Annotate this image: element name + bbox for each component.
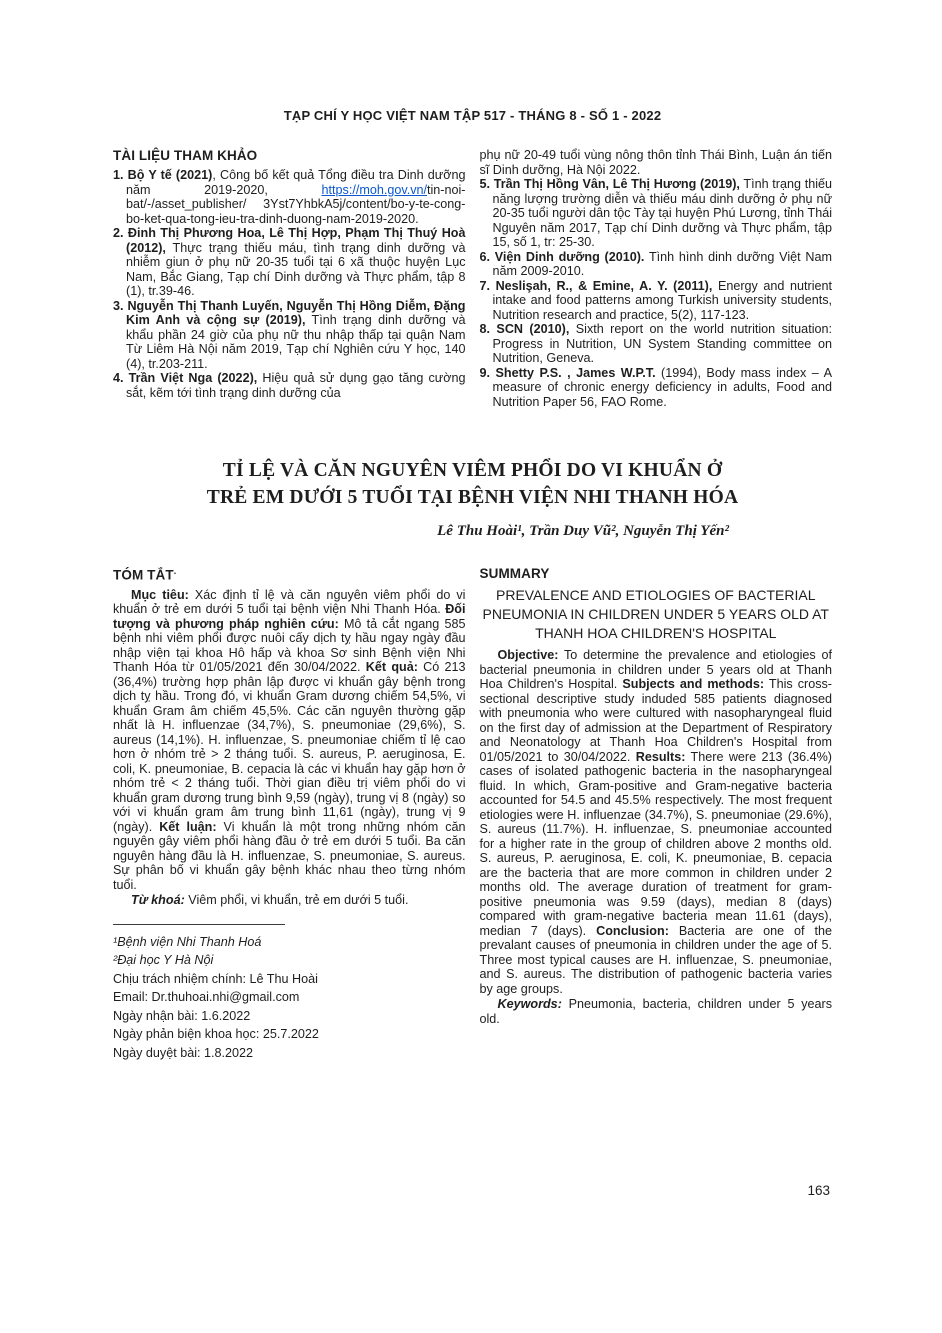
reference-item: [480, 250, 833, 279]
summary-label: Results:: [635, 749, 686, 764]
summary-text: This cross-sectional descriptive study induded 585 patients diagnosed with pneumonia who were cultured with nasopharyngeal fluid on the first day of admission at the Department of Respiratory and Neonatology at Thanh Hoa Children's Hospital from 01/05/2021 to 30/04/2022.: [479, 677, 832, 764]
summary-keywords: [480, 997, 833, 1026]
article-body: [113, 566, 832, 1062]
reference-text: tin-noi-bat/-/asset_publisher/ 3Yst7YhbkA5j/content/bo-y-te-cong-bo-ket-qua-tong-ieu-tra-dinh-duong-nam-2019-2020.: [126, 182, 466, 226]
summary-column: [480, 566, 833, 1062]
reference-lead: 3. Nguyễn Thị Thanh Luyến, Nguyễn Thị Hồng Diễm, Đặng Kim Anh và cộng sự (2019),: [113, 298, 466, 327]
reference-text: Thực trạng thiếu máu, tình trạng dinh dưỡng và nhiễm giun ở phụ nữ 20-35 tuổi tại 6 xã thuộc huyện Lục Nam, Bắc Giang, Tạp chí Dinh dưỡng và Thực phẩm, tập 8 (1), tr.39-46.: [126, 240, 466, 298]
reference-item: [480, 177, 833, 250]
footnote-block: [113, 924, 466, 1063]
summary-text: Bacteria are one of the prevalant causes of pneumonia in children under the age of 5. Three most typical causes are H. influenzae, S. pneumoniae, and S. aureus. The distribution of pathogenic bacteria varies by age groups.: [479, 923, 833, 996]
footnote-line: Chịu trách nhiệm chính: Lê Thu Hoài: [113, 971, 318, 986]
reference-text: Hiệu quả sử dụng gạo tăng cường sắt, kẽm tới tình trạng dinh dưỡng của: [126, 371, 466, 400]
summary-english-title: PREVALENCE AND ETIOLOGIES OF BACTERIAL PNEUMONIA IN CHILDREN UNDER 5 YEARS OLD AT THANH HOA CHILDREN'S HOSPITAL: [482, 587, 829, 641]
reference-lead: 4. Trần Việt Nga (2022),: [113, 371, 258, 385]
reference-continuation: phụ nữ 20-49 tuổi vùng nông thôn tỉnh Thái Bình, Luận án tiến sĩ Dinh dưỡng, Hà Nội 2022.: [479, 148, 832, 177]
article-title: [113, 457, 832, 511]
abstract-text: Xác định tỉ lệ và căn nguyên viêm phổi do vi khuẩn ở trẻ em dưới 5 tuổi tại bệnh viện Nhi Thanh Hóa.: [113, 587, 466, 616]
abstract-text: Mô tả cắt ngang 585 bệnh nhi viêm phổi được nuôi cấy dịch tỵ hầu ngay ngày đầu nhập viện tại khoa Hô hấp và khoa Sơ sinh Bệnh viện Nhi Thanh Hóa từ 01/05/2021 đến 30/04/2022.: [113, 616, 466, 674]
page-number: 163: [807, 1183, 830, 1198]
reference-lead: 8. SCN (2010),: [479, 322, 570, 336]
summary-label: Conclusion:: [596, 923, 669, 938]
abstract-label: Kết luận:: [159, 819, 217, 834]
reference-item: [480, 366, 833, 410]
journal-header-line: TẠP CHÍ Y HỌC VIỆT NAM TẬP 517 - THÁNG 8 - SỐ 1 - 2022: [283, 108, 662, 123]
reference-text: (1994), Body mass index – A measure of chronic energy deficiency in adults, Food and Nutrition Paper 56, FAO Rome.: [492, 365, 832, 409]
footnote-line: Ngày nhận bài: 1.6.2022: [113, 1008, 251, 1023]
reference-lead: 6. Viện Dinh dưỡng (2010).: [479, 249, 645, 264]
footnote-line-email: Email: Dr.thuhoai.nhi@gmail.com: [113, 990, 300, 1004]
summary-text: To determine the prevalence and etiologies of bacterial pneumonia in children under 5 years old at Thanh Hoa Children's Hospital.: [479, 648, 832, 691]
keywords-text: Viêm phổi, vi khuẩn, trẻ em dưới 5 tuổi.: [184, 893, 409, 907]
references-section: [113, 148, 832, 409]
reference-item: [113, 168, 466, 226]
reference-text: Energy and nutrient intake and food patterns among Turkish university students, Nutrition research and practice, 5(2), 117-123.: [492, 278, 832, 322]
article-title-block: [113, 457, 832, 540]
abstract-text: Có 213 (36,4%) trường hợp phân lập được vi khuẩn gây bệnh trong dịch tỵ hầu. Trong đó, vi khuẩn Gram dương chiếm 54,5%, vi khuẩn Gram âm chiếm 45,5%. Các căn nguyên thường gặp nhất là H. influenzae (34,7%), S. pneumoniae (29,6%), S. aureus (14,1%). H. influenzae, S. pneumoniae chiếm tỉ lệ cao hơn ở nhóm trẻ > 2 tháng tuổi. S. aureus, P. aeruginosa, E. coli, K. pneumoniae, B. cepacia là các vi khuẩn hay gặp hơn ở nhóm trẻ < 2 tháng tuổi. Thời gian điều trị viêm phổi do vi khuẩn gram dương trung bình 9,59 (ngày), trung vị 8 (ngày) so với vi khuẩn gram âm trung bình 11,61 (ngày), trung vị 9 (ngày).: [113, 660, 466, 834]
reference-lead: 5. Trần Thị Hồng Vân, Lê Thị Hương (2019),: [479, 177, 740, 191]
reference-text: Tình trạng dinh dưỡng và khẩu phần 24 giờ của phụ nữ thu nhập thấp tại quận Nam Từ Liêm Hà Nội năm 2019, Tạp chí Nghiên cứu Y học, 140 (4), tr.203-211.: [126, 313, 466, 371]
keywords-label: Keywords:: [497, 997, 562, 1011]
footnote-line: Ngày duyệt bài: 1.8.2022: [113, 1045, 254, 1060]
abstract-label: Kết quả:: [365, 660, 418, 674]
reference-link[interactable]: https://moh.gov.vn/: [321, 182, 427, 197]
summary-heading: SUMMARY: [479, 566, 550, 581]
reference-text: Tình hình dinh dưỡng Việt Nam năm 2009-2010.: [492, 249, 832, 278]
abstract-heading-mark: .: [173, 566, 177, 576]
footnote-affiliation-2: ²Đại học Y Hà Nội: [113, 953, 214, 967]
reference-item: [113, 299, 466, 372]
footnote-line: Ngày phản biện khoa học: 25.7.2022: [113, 1027, 319, 1041]
reference-item: [113, 371, 466, 400]
abstract-label: Mục tiêu:: [131, 587, 189, 602]
references-heading: TÀI LIỆU THAM KHẢO: [113, 148, 258, 163]
abstract-text: Vi khuẩn là một trong những nhóm căn nguyên gây viêm phổi hàng đầu ở trẻ em dưới 5 tuổi. Ba căn nguyên hàng đầu là H. influenzae, S. pneumoniae, S. aureus. Sự phân bố vi khuẩn gây bệnh khác nhau theo từng nhóm tuổi.: [113, 819, 466, 892]
article-authors: Lê Thu Hoài¹, Trần Duy Vũ², Nguyễn Thị Yến²: [437, 523, 729, 539]
reference-item: [113, 226, 466, 299]
reference-item: [480, 322, 833, 366]
article-title-line1: TỈ LỆ VÀ CĂN NGUYÊN VIÊM PHỔI DO VI KHUẨN Ở: [222, 460, 723, 481]
abstract-keywords: [113, 893, 466, 908]
references-column-right: [480, 148, 833, 409]
reference-lead: 1. Bộ Y tế (2021): [113, 168, 213, 182]
keywords-text: Pneumonia, bacteria, children under 5 years old.: [479, 997, 832, 1026]
summary-text: There were 213 (36.4%) cases of isolated pathogenic bacteria in the nasopharyngeal fluid. In which, Gram-positive and Gram-negative bacteria accounted for 54.5 and 45.5% respectively. The most frequent etiologies were H. influenzae (34.7%), S. pneumoniae (29.6%), S. aureus (11.7%). H. influenzae, S. pneumoniae accounted for a higher rate in the group of children above 2 months old. S. aureus, P. aeruginosa, E. coli, K. pneumoniae, B. cepacia are the bacteria that are more common in children under 2 months old. The average duration of treatment for gram-positive pneumonia was 9.59 (days), median 8 (days) compared with gram-negative bacteria mean 11.61 (days), median 7 (days).: [479, 749, 833, 938]
reference-text: Sixth report on the world nutrition situation: Progress in Nutrition, UN System Standing committee on Nutrition, Geneva.: [492, 322, 832, 365]
summary-paragraph: [480, 648, 833, 996]
article-title-line2: TRẺ EM DƯỚI 5 TUỔI TẠI BỆNH VIỆN NHI THANH HÓA: [206, 487, 739, 508]
reference-lead: 7. Neslişah, R., & Emine, A. Y. (2011),: [479, 278, 713, 293]
reference-lead: 2. Đinh Thị Phương Hoa, Lê Thị Hợp, Phạm Thị Thuý Hoà (2012),: [113, 226, 466, 255]
keywords-label: Từ khoá:: [131, 893, 185, 907]
reference-text: , Công bố kết quả Tổng điều tra Dinh dưỡng năm 2019-2020,: [126, 168, 466, 197]
footnote-rule: [113, 924, 285, 925]
abstract-paragraph: [113, 588, 466, 893]
reference-text: Tình trạng thiếu năng lượng trường diễn và thiếu máu dinh dưỡng ở phụ nữ 20-35 tuổi người dân tộc Tày tại huyện Phú Lương, tỉnh Thái Nguyên năm 2017, Tạp chí Dinh dưỡng và Thực phẩm, tập 15, số 1, tr: 25-30.: [492, 177, 832, 249]
references-column-left: [113, 148, 466, 409]
abstract-column: [113, 566, 466, 1062]
footnote-affiliation-1: ¹Bệnh viện Nhi Thanh Hoá: [113, 934, 262, 949]
reference-lead: 9. Shetty P.S. , James W.P.T.: [479, 365, 656, 380]
abstract-heading-text: TÓM TẮT: [113, 567, 174, 583]
summary-label: Objective:: [497, 648, 559, 662]
abstract-heading: [113, 566, 466, 583]
summary-label: Subjects and methods:: [622, 677, 765, 691]
reference-item: [480, 279, 833, 323]
page-content: [113, 108, 832, 1062]
abstract-label: Đối tượng và phương pháp nghiên cứu:: [113, 602, 466, 631]
